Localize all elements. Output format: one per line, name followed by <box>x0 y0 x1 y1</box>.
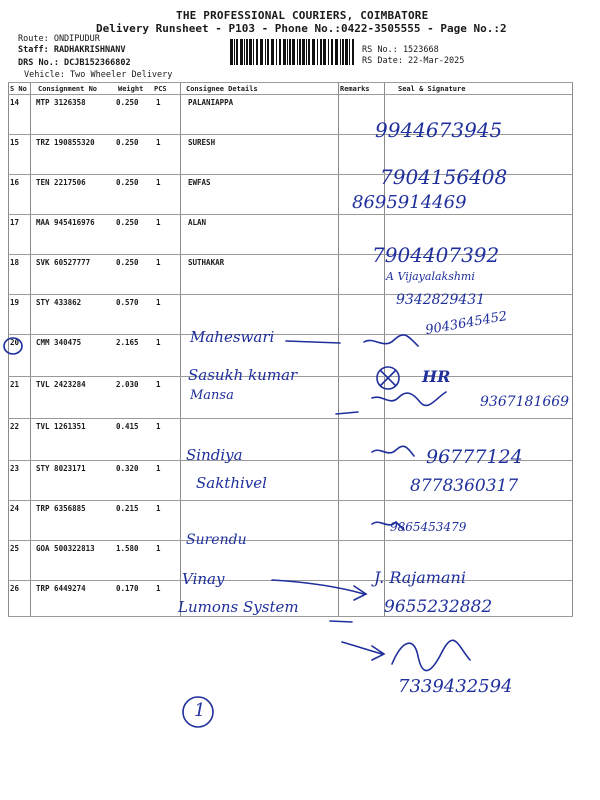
r23-name: Sakthivel <box>196 474 267 492</box>
page-circle-number: 1 <box>194 700 206 721</box>
barcode-bar <box>283 39 286 65</box>
col-header-consignee: Consignee Details <box>186 85 258 93</box>
row-divider <box>8 500 573 501</box>
barcode-bar <box>249 39 252 65</box>
row-pcs: 1 <box>156 218 161 227</box>
rs-date: RS Date: 22-Mar-2025 <box>362 56 465 66</box>
r26-name2: Lumons System <box>178 598 299 616</box>
table-row <box>8 582 572 617</box>
r21-name: Sasukh kumar <box>188 366 298 384</box>
r26-name: Vinay <box>182 570 225 588</box>
r14-signature: 9944673945 <box>375 118 503 142</box>
r26-signature: J. Rajamani <box>374 568 466 587</box>
r20-name: Maheswari <box>190 328 275 346</box>
row-divider <box>8 134 573 135</box>
table-border-top <box>8 82 573 83</box>
barcode-bar <box>267 39 269 65</box>
row-consignment-no: CMM 340475 <box>36 338 82 347</box>
row-consignment-no: STY 8023171 <box>36 464 86 473</box>
row-weight: 0.250 <box>116 98 139 107</box>
row-pcs: 1 <box>156 338 161 347</box>
row-consignment-no: TVL 1261351 <box>36 422 86 431</box>
barcode-bar <box>299 39 301 65</box>
barcode-bar <box>265 39 266 65</box>
row-consignee: SUTHAKAR <box>188 258 225 267</box>
row-pcs: 1 <box>156 584 161 593</box>
row-pcs: 1 <box>156 544 161 553</box>
barcode-bar <box>240 39 243 65</box>
barcode-bar <box>320 39 322 65</box>
col-header-remarks: Remarks <box>340 85 370 93</box>
row-pcs: 1 <box>156 422 161 431</box>
barcode-bar <box>352 39 354 65</box>
col-header-consignment: Consignment No <box>38 85 98 93</box>
col-header-pcs: PCS <box>154 85 167 93</box>
row-consignee: PALANIAPPA <box>188 98 234 107</box>
row-sno: 25 <box>10 544 20 553</box>
row-divider <box>8 460 573 461</box>
row-pcs: 1 <box>156 380 161 389</box>
drs-number: DRS No.: DCJB152366802 <box>18 58 131 68</box>
runsheet-table <box>8 82 573 617</box>
barcode-bar <box>317 39 318 65</box>
barcode-bar <box>260 39 263 65</box>
row-divider <box>8 580 573 581</box>
barcode-bar <box>323 39 326 65</box>
rs-number: RS No.: 1523668 <box>362 45 439 55</box>
row-divider <box>8 376 573 377</box>
row-consignee: SURESH <box>188 138 216 147</box>
row-divider <box>8 254 573 255</box>
col-header-sno: S No <box>10 85 27 93</box>
col-header-seal: Seal & Signature <box>398 85 466 93</box>
header-divider <box>8 94 573 95</box>
table-border-bottom <box>8 616 573 617</box>
r24-phone: 9865453479 <box>390 520 467 534</box>
table-row <box>8 336 572 378</box>
row-consignment-no: TRP 6449274 <box>36 584 86 593</box>
route-label: Route: ONDIPUDUR <box>18 34 100 44</box>
row-consignment-no: TRZ 190855320 <box>36 138 95 147</box>
row-consignment-no: GOA 500322813 <box>36 544 95 553</box>
row-consignment-no: TVL 2423284 <box>36 380 86 389</box>
vehicle-label: Vehicle: Two Wheeler Delivery <box>24 70 173 80</box>
r17-signature: 7904407392 <box>372 243 500 267</box>
row-consignment-no: SVK 60527777 <box>36 258 91 267</box>
r26-phone: 9655232882 <box>384 597 493 617</box>
row-weight: 0.250 <box>116 178 139 187</box>
row-sno: 15 <box>10 138 20 147</box>
barcode-bar <box>234 39 235 65</box>
row-pcs: 1 <box>156 258 161 267</box>
row-sno: 16 <box>10 178 20 187</box>
barcode-bar <box>306 39 307 65</box>
barcode-bar <box>230 39 233 65</box>
barcode-bar <box>335 39 338 65</box>
barcode-bar <box>289 39 291 65</box>
barcode-bar <box>297 39 298 65</box>
table-row <box>8 96 572 136</box>
row-sno: 18 <box>10 258 20 267</box>
row-consignment-no: MAA 945416976 <box>36 218 95 227</box>
col-header-weight: Weight <box>118 85 144 93</box>
row-pcs: 1 <box>156 504 161 513</box>
barcode-bar <box>312 39 315 65</box>
barcode-bar <box>256 39 258 65</box>
row-consignment-no: STY 433862 <box>36 298 82 307</box>
page-circle-icon <box>183 697 213 727</box>
r23-phone: 8778360317 <box>410 476 519 496</box>
barcode-bar <box>328 39 329 65</box>
r16-signature: 8695914469 <box>352 192 467 213</box>
row-sno: 23 <box>10 464 20 473</box>
table-row <box>8 176 572 216</box>
row-divider <box>8 294 573 295</box>
row-consignee: ALAN <box>188 218 207 227</box>
barcode-bar <box>349 39 350 65</box>
row-pcs: 1 <box>156 464 161 473</box>
barcode-bar <box>340 39 341 65</box>
barcode-bar <box>345 39 348 65</box>
table-row <box>8 420 572 462</box>
row-sno: 14 <box>10 98 20 107</box>
runsheet-title: Delivery Runsheet - P103 - Phone No.:0422-3505555 - Page No.:2 <box>96 22 507 35</box>
barcode-bar <box>271 39 274 65</box>
barcode-bar <box>292 39 295 65</box>
arrow-icon <box>342 642 384 660</box>
row-divider <box>8 214 573 215</box>
r15-signature: 7904156408 <box>380 165 508 189</box>
row-sno: 24 <box>10 504 20 513</box>
company-name: THE PROFESSIONAL COURIERS, COIMBATORE <box>176 9 429 22</box>
row-sno: 21 <box>10 380 20 389</box>
r21-name2: Mansa <box>190 388 234 403</box>
row-sno: 20 <box>10 338 20 347</box>
staff-label: Staff: RADHAKRISHNANV <box>18 45 126 55</box>
table-row <box>8 378 572 420</box>
barcode-bar <box>236 39 238 65</box>
row-weight: 0.250 <box>116 218 139 227</box>
row-consignment-no: MTP 3126358 <box>36 98 86 107</box>
barcode-bar <box>302 39 305 65</box>
barcode-bar <box>253 39 254 65</box>
barcode-bar <box>244 39 245 65</box>
table-row <box>8 502 572 542</box>
row-pcs: 1 <box>156 138 161 147</box>
row-pcs: 1 <box>156 298 161 307</box>
row-sno: 22 <box>10 422 20 431</box>
barcode-bar <box>279 39 281 65</box>
row-weight: 0.320 <box>116 464 139 473</box>
extra-phone: 7339432594 <box>398 676 513 697</box>
row-consignee: EWFAS <box>188 178 211 187</box>
dash-stroke <box>330 621 352 622</box>
barcode-icon <box>230 39 354 65</box>
row-divider <box>8 540 573 541</box>
r22-phone: 96777124 <box>426 446 523 468</box>
r19-phone: 9043645452 <box>424 308 509 339</box>
barcode-bar <box>331 39 333 65</box>
row-sno: 17 <box>10 218 20 227</box>
row-weight: 0.250 <box>116 258 139 267</box>
barcode-bar <box>287 39 288 65</box>
barcode-bar <box>308 39 310 65</box>
row-pcs: 1 <box>156 98 161 107</box>
row-sno: 26 <box>10 584 20 593</box>
barcode-bar <box>342 39 344 65</box>
r18-signature: A Vijayalakshmi <box>386 270 475 283</box>
row-divider <box>8 418 573 419</box>
table-row <box>8 462 572 502</box>
row-weight: 0.570 <box>116 298 139 307</box>
extra-signature-scribble <box>392 640 470 670</box>
row-weight: 0.250 <box>116 138 139 147</box>
r22-name: Sindiya <box>186 446 243 464</box>
r18-phone: 9342829431 <box>396 292 486 308</box>
barcode-bar <box>246 39 248 65</box>
row-consignment-no: TEN 2217506 <box>36 178 86 187</box>
row-weight: 0.170 <box>116 584 139 593</box>
row-divider <box>8 334 573 335</box>
row-weight: 2.030 <box>116 380 139 389</box>
row-weight: 1.580 <box>116 544 139 553</box>
table-row <box>8 256 572 296</box>
r20-seal-text: HR <box>422 367 451 386</box>
barcode-bar <box>276 39 277 65</box>
r25-name: Surendu <box>186 532 247 548</box>
row-sno: 19 <box>10 298 20 307</box>
row-weight: 2.165 <box>116 338 139 347</box>
row-consignment-no: TRP 6356885 <box>36 504 86 513</box>
row-weight: 0.215 <box>116 504 139 513</box>
r21-phone: 9367181669 <box>480 394 570 410</box>
row-pcs: 1 <box>156 178 161 187</box>
table-border-right <box>572 82 573 617</box>
row-divider <box>8 174 573 175</box>
row-weight: 0.415 <box>116 422 139 431</box>
